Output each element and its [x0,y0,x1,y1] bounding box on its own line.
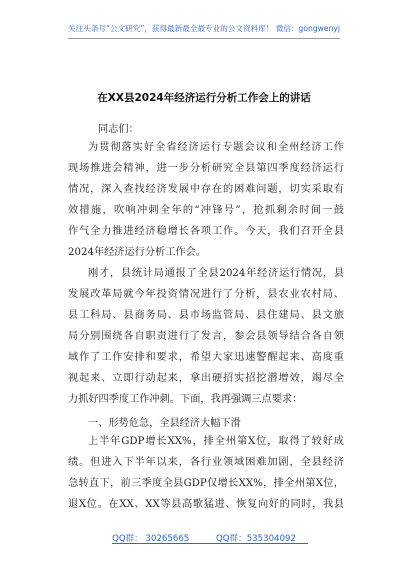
document-title: 在XX县2024年经济运行分析工作会上的讲话 [97,92,311,104]
paragraph-line: 情况，深入查找经济发展中存在的困难问题，切实采取有 [68,184,344,195]
paragraph-line: 局分别围绕各自职责进行了发言，参会县领导结合各自领 [68,331,344,342]
paragraph-line: 视起来、立即行动起来，拿出硬招实招挖潜增效，竭尽全 [68,373,344,384]
footer-qq-group-1[interactable]: QQ群： 30265665 [112,534,190,544]
header-divider [68,38,340,39]
paragraph-line: 现场推进会精神，进一步分析研究全县第四季度经济运行 [68,163,344,174]
paragraph-line: 为贯彻落实好全省经济运行专题会议和全州经济工作 [88,142,344,153]
salutation: 同志们： [98,124,139,135]
paragraph-line: 绩。但进入下半年以来，各行业领域困难加剧，全县经济 [68,457,344,468]
paragraph-line: 作气全力推进经济稳增长各项工作。今天，我们召开全县 [68,226,344,237]
paragraph-line: 上半年GDP增长XX%，排全州第X位，取得了较好成 [88,436,344,447]
footer-qq-group-2[interactable]: QQ群：535304092 [216,534,296,544]
paragraph-line: 力抓好四季度工作冲刺。下面，我再强调三点要求： [68,394,303,405]
header-banner: 关注头条号“公文研究”，获得最新最全最专业的公文资料库！ 微信：gongwenyj [68,24,340,33]
paragraph-line: 退X位。在XX、XX等县高歌猛进、恢复向好的同时，我县 [68,499,344,510]
paragraph-line: 刚才，县统计局通报了全县2024年经济运行情况，县 [88,268,344,279]
paragraph-line: 县工科局、县商务局、县市场监管局、县住建局、县文旅 [68,310,344,321]
paragraph-line: 发展改革局就今年投资情况进行了分析，县农业农村局、 [68,289,344,300]
paragraph-line: 效措施，吹响冲刺全年的“冲锋号”，抢抓剩余时间一鼓 [68,205,344,216]
section-heading: 一、形势危急，全县经济大幅下滑 [88,418,241,429]
paragraph-line: 2024年经济运行分析工作会。 [68,247,206,258]
footer-underline [112,543,308,544]
paragraph-line: 急转直下，前三季度全县GDP仅增长XX%，排全州第X位， [68,478,344,489]
paragraph-line: 域作了工作安排和要求，希望大家迅速警醒起来、高度重 [68,352,344,363]
